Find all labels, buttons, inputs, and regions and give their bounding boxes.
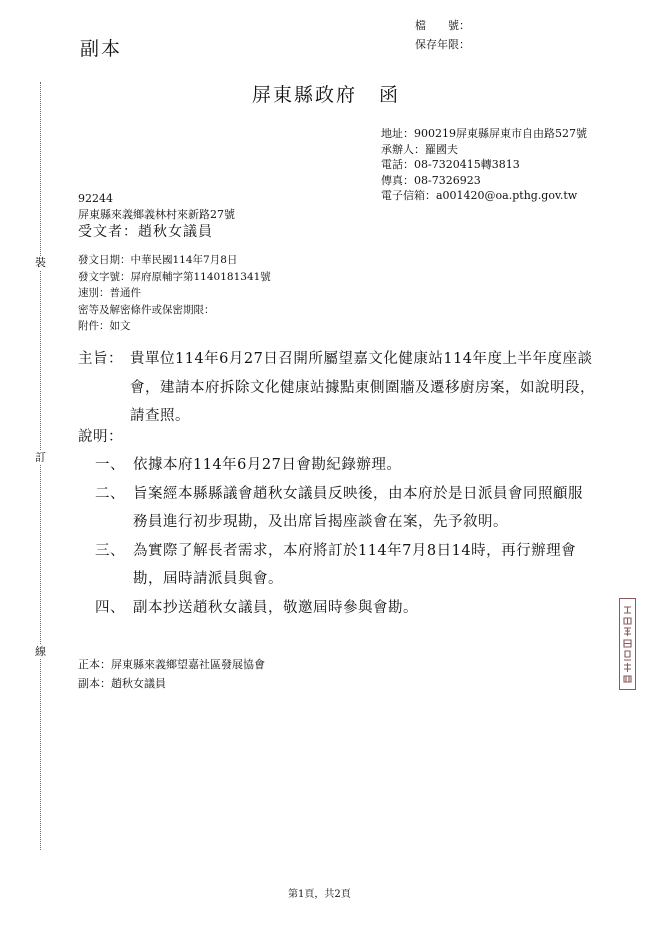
- binding-mark-bottom: 線: [35, 645, 46, 658]
- distribution-copy: 副本：趙秋女議員: [78, 677, 166, 690]
- recipient-postcode: 92244: [78, 192, 113, 205]
- contact-handler: 承辦人：羅國夫: [381, 142, 458, 156]
- binding-mark-middle: 訂: [35, 451, 46, 464]
- subject-label: 主旨：: [78, 351, 123, 367]
- list-item: [95, 480, 591, 537]
- delivery-speed: 速別：普通件: [78, 287, 141, 300]
- seal-icon: [622, 603, 633, 685]
- item-number: 二、: [95, 485, 125, 502]
- archive-no-label: 檔 號：: [415, 19, 470, 32]
- binding-mark-top: 裝: [35, 256, 46, 269]
- issue-number: 發文字號：屏府原輔字第1140181341號: [78, 270, 271, 283]
- issue-date: 發文日期：中華民國114年7月8日: [78, 254, 238, 266]
- contact-block: [381, 126, 587, 204]
- distribution-list: [78, 655, 265, 693]
- copy-mark: 副本: [80, 38, 123, 60]
- contact-phone: 電話：08-7320415轉3813: [381, 158, 520, 172]
- attachment-note: 附件：如文: [78, 320, 131, 333]
- explanation-list: [95, 451, 591, 622]
- recipient-address: 屏東縣來義鄉義林村來新路27號: [78, 207, 235, 221]
- retention-label: 保存年限：: [415, 38, 470, 51]
- contact-address: 地址：900219屏東縣屏東市自由路527號: [381, 127, 587, 140]
- document-title: [252, 80, 400, 107]
- item-text: 副本抄送趙秋女議員，敬邀屆時參與會勘。: [133, 599, 418, 616]
- page-number: 第1頁，共2頁: [288, 889, 351, 900]
- subject-text: 貴單位114年6月27日召開所屬望嘉文化健康站114年度上半年度座談會，建請本府拆除文化健康站據點東側圍牆及遷移廚房案，如說明段，請查照。: [130, 351, 595, 424]
- issue-meta: [78, 252, 271, 335]
- item-text: 旨案經本縣縣議會趙秋女議員反映後，由本府於是日派員會同照顧服務員進行初步現勘，及出席旨揭座談會在案，先予敘明。: [133, 485, 583, 530]
- list-item: [95, 594, 591, 623]
- explanation-label: 說明：: [78, 429, 123, 445]
- distribution-main: 正本：屏東縣來義鄉望嘉社區發展協會: [78, 658, 265, 671]
- item-text: 依據本府114年6月27日會勘紀錄辦理。: [133, 457, 402, 473]
- binding-line: [40, 82, 41, 850]
- item-number: 一、: [95, 457, 125, 473]
- archive-info: [415, 16, 470, 54]
- list-item: [95, 537, 591, 594]
- recipient-address-block: [78, 191, 235, 222]
- item-text: 為實際了解長者需求，本府將訂於114年7月8日14時，再行辦理會勘，屆時請派員與會。: [133, 542, 577, 587]
- item-number: 三、: [95, 542, 125, 559]
- contact-email: 電子信箱：a001420@oa.pthg.gov.tw: [381, 189, 578, 203]
- contact-fax: 傳真：08-7326923: [381, 173, 481, 187]
- document-type: 函: [379, 84, 401, 106]
- recipient-name: 受文者：趙秋女議員: [78, 224, 213, 240]
- secrecy-level: 密等及解密條件或保密期限：: [78, 303, 215, 316]
- list-item: [95, 451, 591, 480]
- agency-name: 屏東縣政府: [252, 84, 358, 106]
- item-number: 四、: [95, 599, 125, 616]
- official-seal-stamp: [619, 598, 636, 690]
